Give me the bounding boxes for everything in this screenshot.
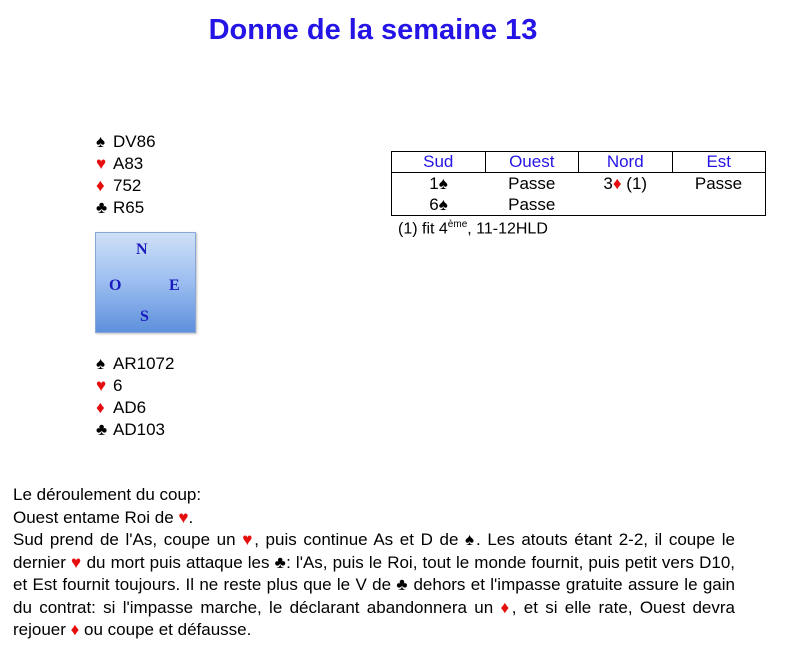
bid-cell: 6♠: [392, 194, 486, 216]
club-icon: ♣: [96, 198, 108, 217]
heart-icon: ♥: [242, 530, 255, 549]
play-narrative: [13, 484, 735, 642]
heart-icon: ♥: [96, 376, 107, 395]
north-spades: ♠ DV86: [96, 132, 156, 151]
club-icon: ♣: [96, 420, 108, 439]
diamond-icon: ♦: [96, 398, 105, 417]
south-hand: [96, 353, 174, 441]
heart-icon: ♥: [178, 507, 189, 527]
compass-west: O: [109, 277, 122, 294]
compass-north: N: [136, 241, 148, 258]
bidding-row: [392, 173, 766, 195]
diamond-icon: ♦: [500, 597, 512, 617]
spade-icon: ♠: [465, 530, 476, 549]
compass-box: [95, 232, 196, 333]
north-hearts: ♥ A83: [96, 154, 144, 173]
heart-icon: ♥: [71, 552, 82, 572]
header-ouest: Ouest: [485, 152, 579, 173]
bidding-header-row: [392, 152, 766, 173]
bid-cell: Passe: [485, 194, 579, 216]
south-clubs: ♣ AD103: [96, 420, 165, 439]
spade-icon: ♠: [96, 354, 106, 373]
spade-icon: ♠: [438, 194, 448, 214]
bid-cell: 1♠: [392, 173, 486, 195]
bid-cell: [579, 194, 673, 216]
bid-cell: 3♦ (1): [603, 173, 648, 193]
diamond-icon: ♦: [96, 176, 105, 195]
north-diamonds: ♦ 752: [96, 176, 142, 195]
bid-cell: Passe: [508, 173, 556, 193]
spade-icon: ♠: [438, 173, 448, 193]
bidding-note: (1) fit 4ème, 11-12HLD: [398, 219, 548, 238]
bidding-row: [392, 194, 766, 216]
club-icon: ♣: [396, 575, 409, 594]
header-nord: Nord: [579, 152, 673, 173]
diamond-icon: ♦: [612, 173, 622, 193]
bid-cell: [672, 194, 766, 216]
compass-south: S: [140, 308, 149, 325]
bid-cell: Passe: [672, 173, 766, 195]
header-sud: Sud: [392, 152, 486, 173]
south-hearts: ♥ 6: [96, 376, 123, 395]
bidding-table: [391, 151, 766, 216]
south-spades: ♠ AR1072: [96, 354, 175, 373]
page-title: Donne de la semaine 13: [208, 14, 538, 46]
narrative-intro: Le déroulement du coup:: [13, 485, 202, 504]
narrative-lead: Ouest entame Roi de ♥.: [13, 507, 194, 527]
header-est: Est: [672, 152, 766, 173]
spade-icon: ♠: [96, 132, 106, 151]
north-clubs: ♣ R65: [96, 198, 145, 217]
south-diamonds: ♦ AD6: [96, 398, 147, 417]
club-icon: ♣: [274, 552, 287, 572]
diamond-icon: ♦: [70, 620, 80, 639]
compass-east: E: [169, 277, 180, 294]
narrative-body: Sud prend de l'As, coupe un ♥, puis continue As et D de ♠. Les atouts étant 2-2, il coupe le dernier ♥ du mort puis attaque les ♣: l'As, puis le Roi, tout le monde fournit, puis petit vers D10, et Est fournit toujours. Il ne reste plus que le V de ♣ dehors et l'impasse gratuite assure le gain du contrat: si l'impasse marche, le déclarant abandonnera un ♦, et si elle rate, Ouest devra rejouer ♦ ou coupe et défausse.: [13, 530, 736, 639]
north-hand: [96, 131, 156, 219]
heart-icon: ♥: [96, 154, 107, 173]
